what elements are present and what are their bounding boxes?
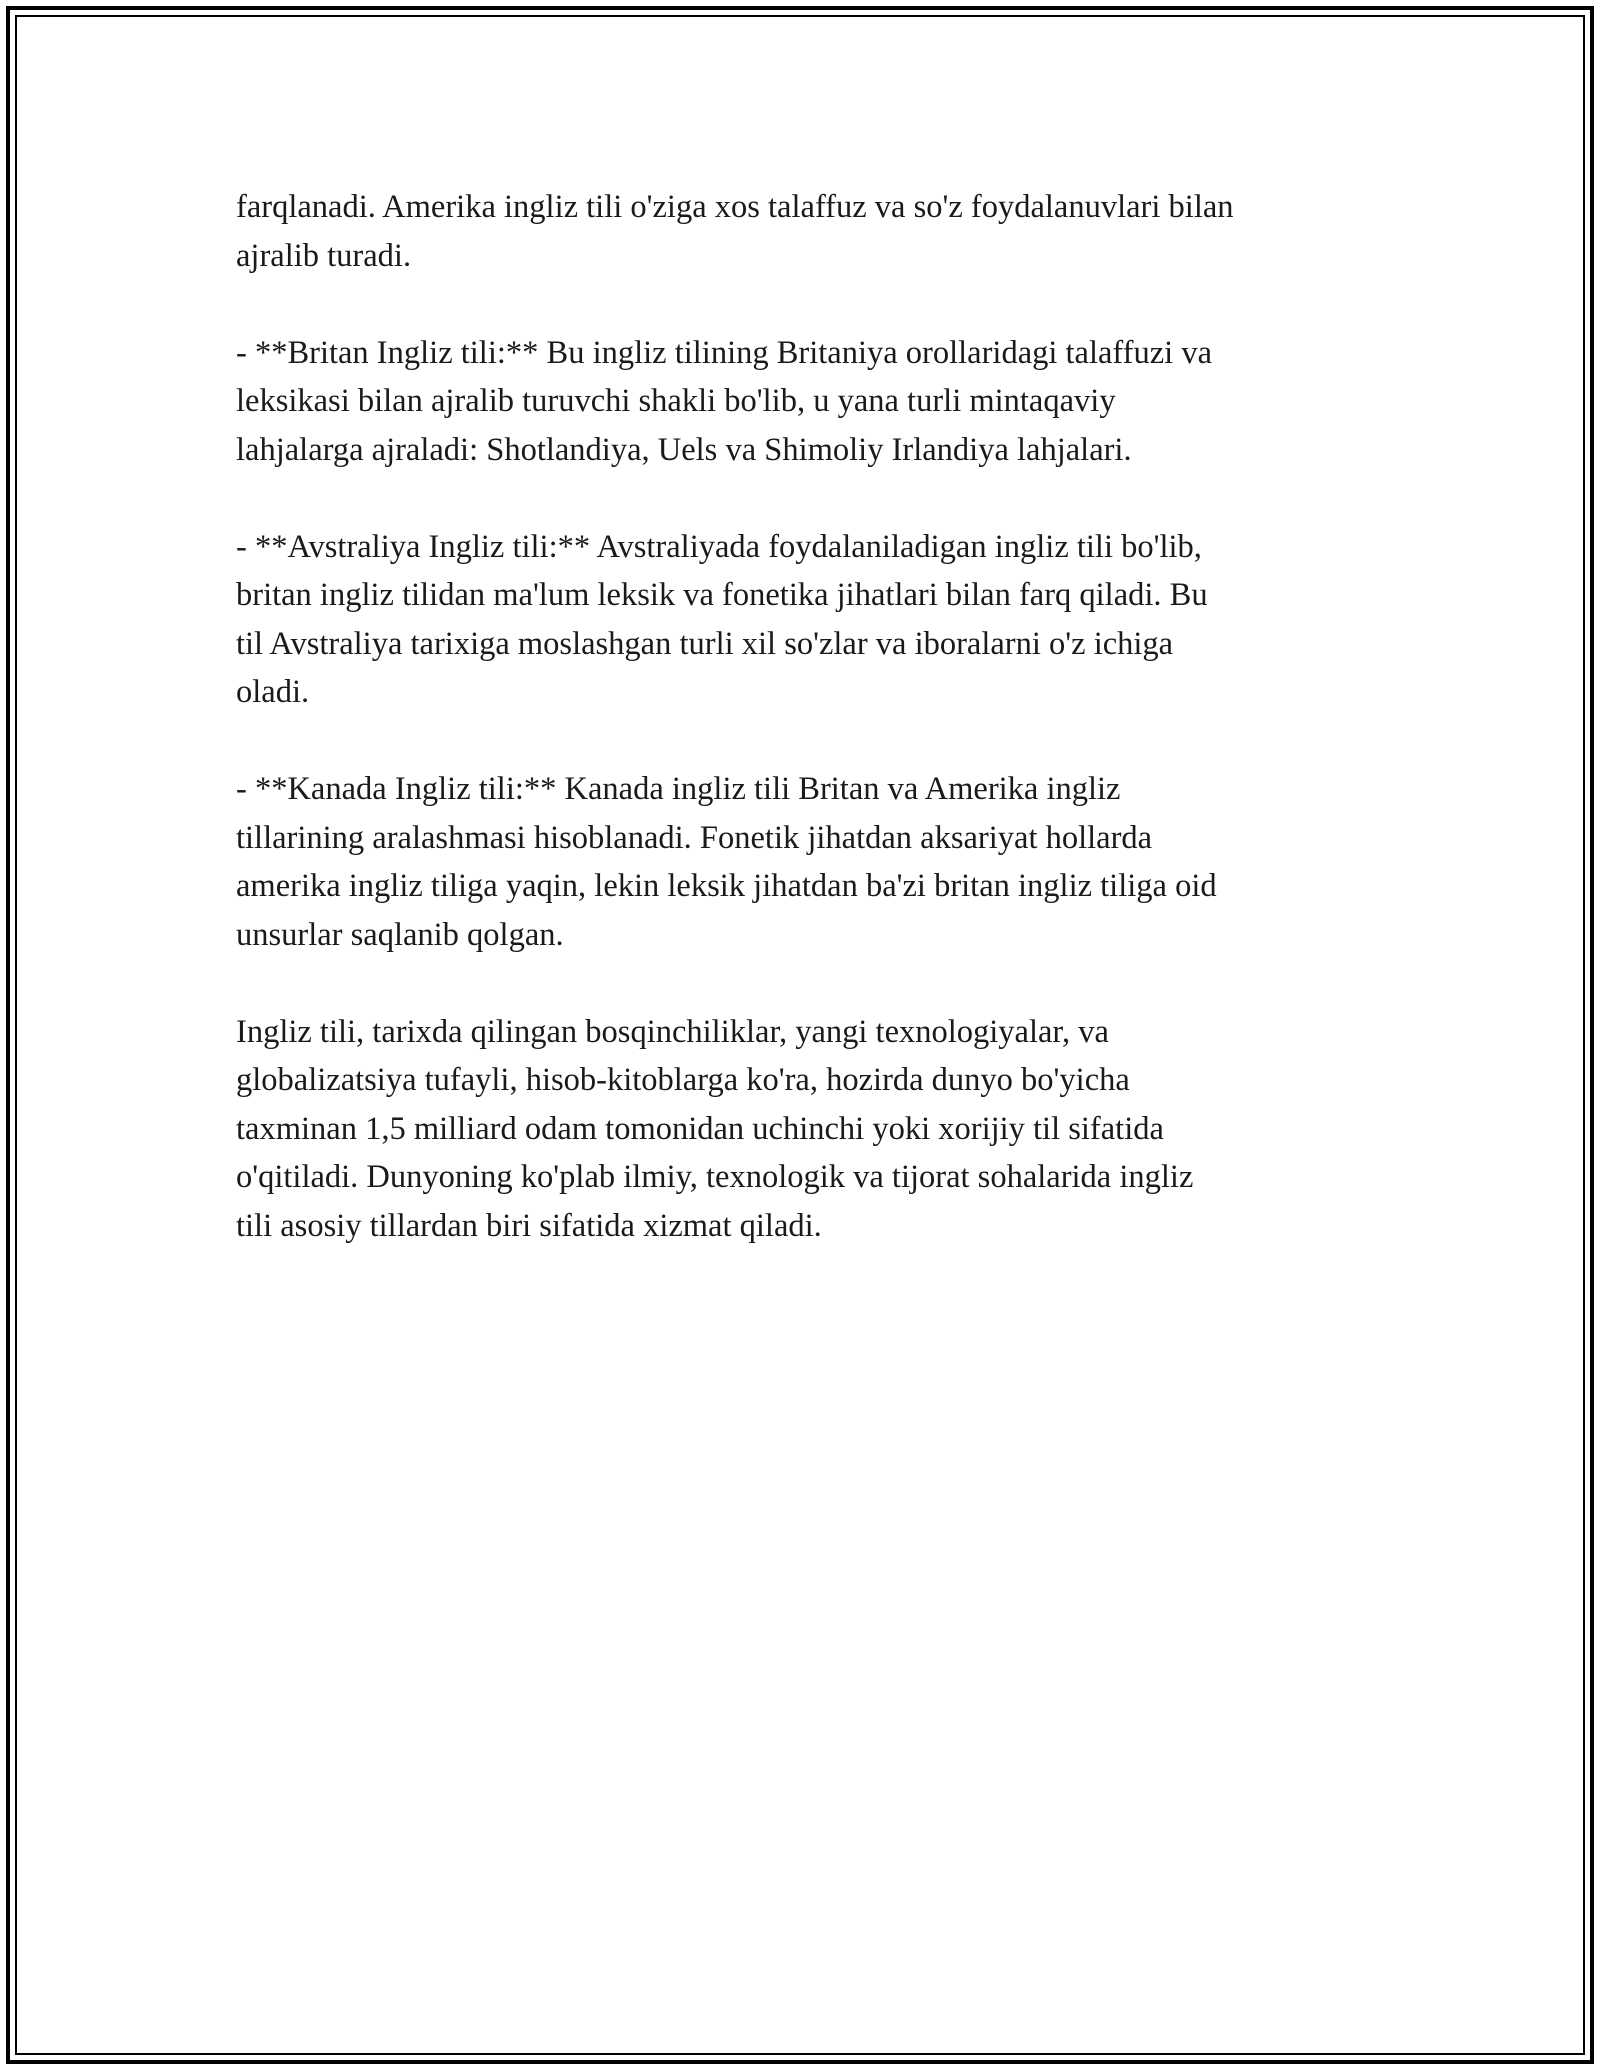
paragraph-english-global: Ingliz tili, tarixda qilingan bosqinchiliklar, yangi texnologiyalar, va globalizatsiya tufayli, hisob-kitoblarga ko'ra, hozirda dunyo bo'yicha taxminan 1,5 milliard odam tomonidan uchinchi yoki xorijiy til sifatida o'qitiladi. Dunyoning ko'plab ilmiy, texnologik va tijorat sohalarida ingliz tili asosiy tillardan biri sifatida xizmat qiladi. xyxy=(236,1013,1194,1244)
paragraph-australian-english: - **Avstraliya Ingliz tili:** Avstraliyada foydalaniladigan ingliz tili bo'lib, britan ingliz tilidan ma'lum leksik va fonetika jihatlari bilan farq qiladi. Bu til Avstraliya tarixiga moslashgan turli xil so'zlar va iboralarni o'z ichiga oladi. xyxy=(236,528,1208,710)
paragraph-british-english: - **Britan Ingliz tili:** Bu ingliz tilining Britaniya orollaridagi talaffuzi va leksikasi bilan ajralib turuvchi shakli bo'lib, u yana turli mintaqaviy lahjalarga ajraladi: Shotlandiya, Uels va Shimoliy Irlandiya lahjalari. xyxy=(236,334,1212,468)
paragraph-american-english-end: farqlanadi. Amerika ingliz tili o'ziga xos talaffuz va so'z foydalanuvlari bilan ajralib turadi. xyxy=(236,189,1234,274)
document-body xyxy=(236,183,1386,1299)
paragraph-canadian-english: - **Kanada Ingliz tili:** Kanada ingliz tili Britan va Amerika ingliz tillarining aralashmasi hisoblanadi. Fonetik jihatdan aksariyat hollarda amerika ingliz tiliga yaqin, lekin leksik jihatdan ba'zi britan ingliz tiliga oid unsurlar saqlanib qolgan. xyxy=(236,771,1217,953)
